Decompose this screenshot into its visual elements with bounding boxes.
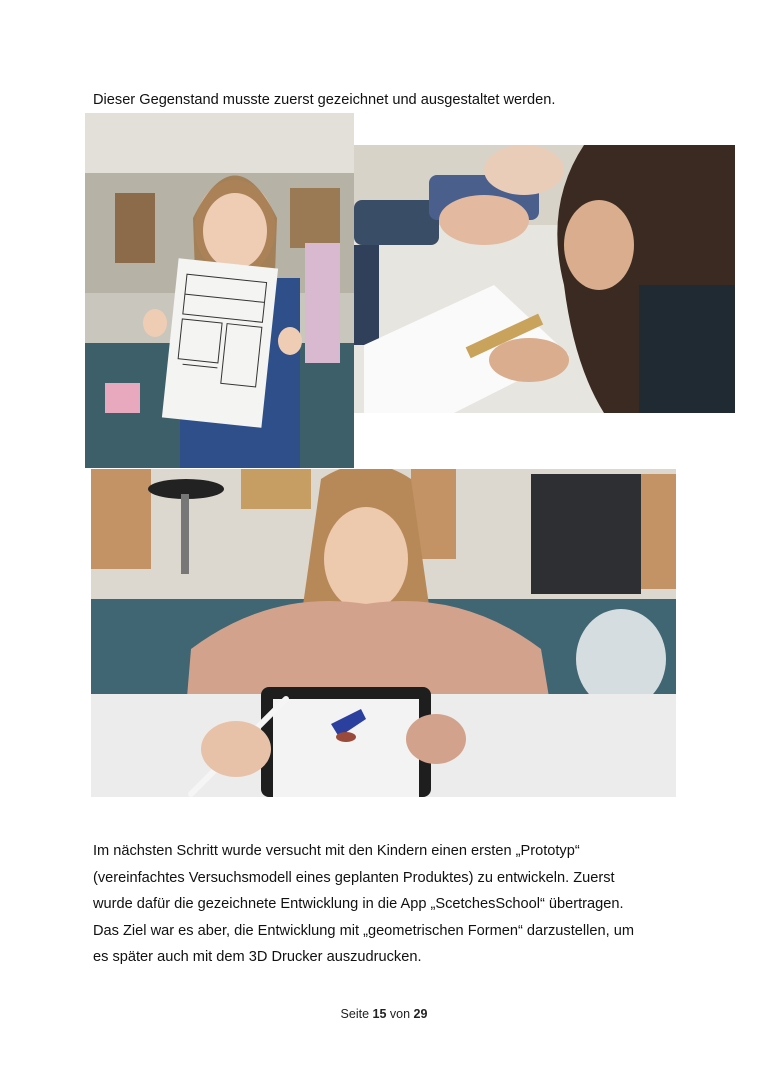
photo-girl-holding-drawing [85, 113, 354, 468]
photo-girl-drawing-at-table [354, 145, 735, 413]
page-label: Seite [340, 1007, 370, 1021]
paragraph-line: Das Ziel war es aber, die Entwicklung mit „geometrischen Formen“ darzustellen, um [93, 922, 634, 939]
page-current: 15 [372, 1007, 387, 1021]
page-of: von [389, 1007, 411, 1021]
paragraph-line: wurde dafür die gezeichnete Entwicklung in die App „ScetchesSchool“ übertragen. [93, 896, 624, 912]
page-number [0, 1007, 768, 1021]
paragraph-line: (vereinfachtes Versuchsmodell eines geplanten Produktes) zu entwickeln. Zuerst [93, 869, 615, 886]
photo-girl-with-tablet [91, 469, 676, 797]
paragraph [93, 838, 693, 971]
intro-text: Dieser Gegenstand musste zuerst gezeichnet und ausgestaltet werden. [93, 92, 556, 108]
page-total: 29 [413, 1007, 428, 1021]
paragraph-line: Im nächsten Schritt wurde versucht mit den Kindern einen ersten „Prototyp“ [93, 843, 580, 859]
paragraph-line: es später auch mit dem 3D Drucker auszudrucken. [93, 949, 422, 965]
